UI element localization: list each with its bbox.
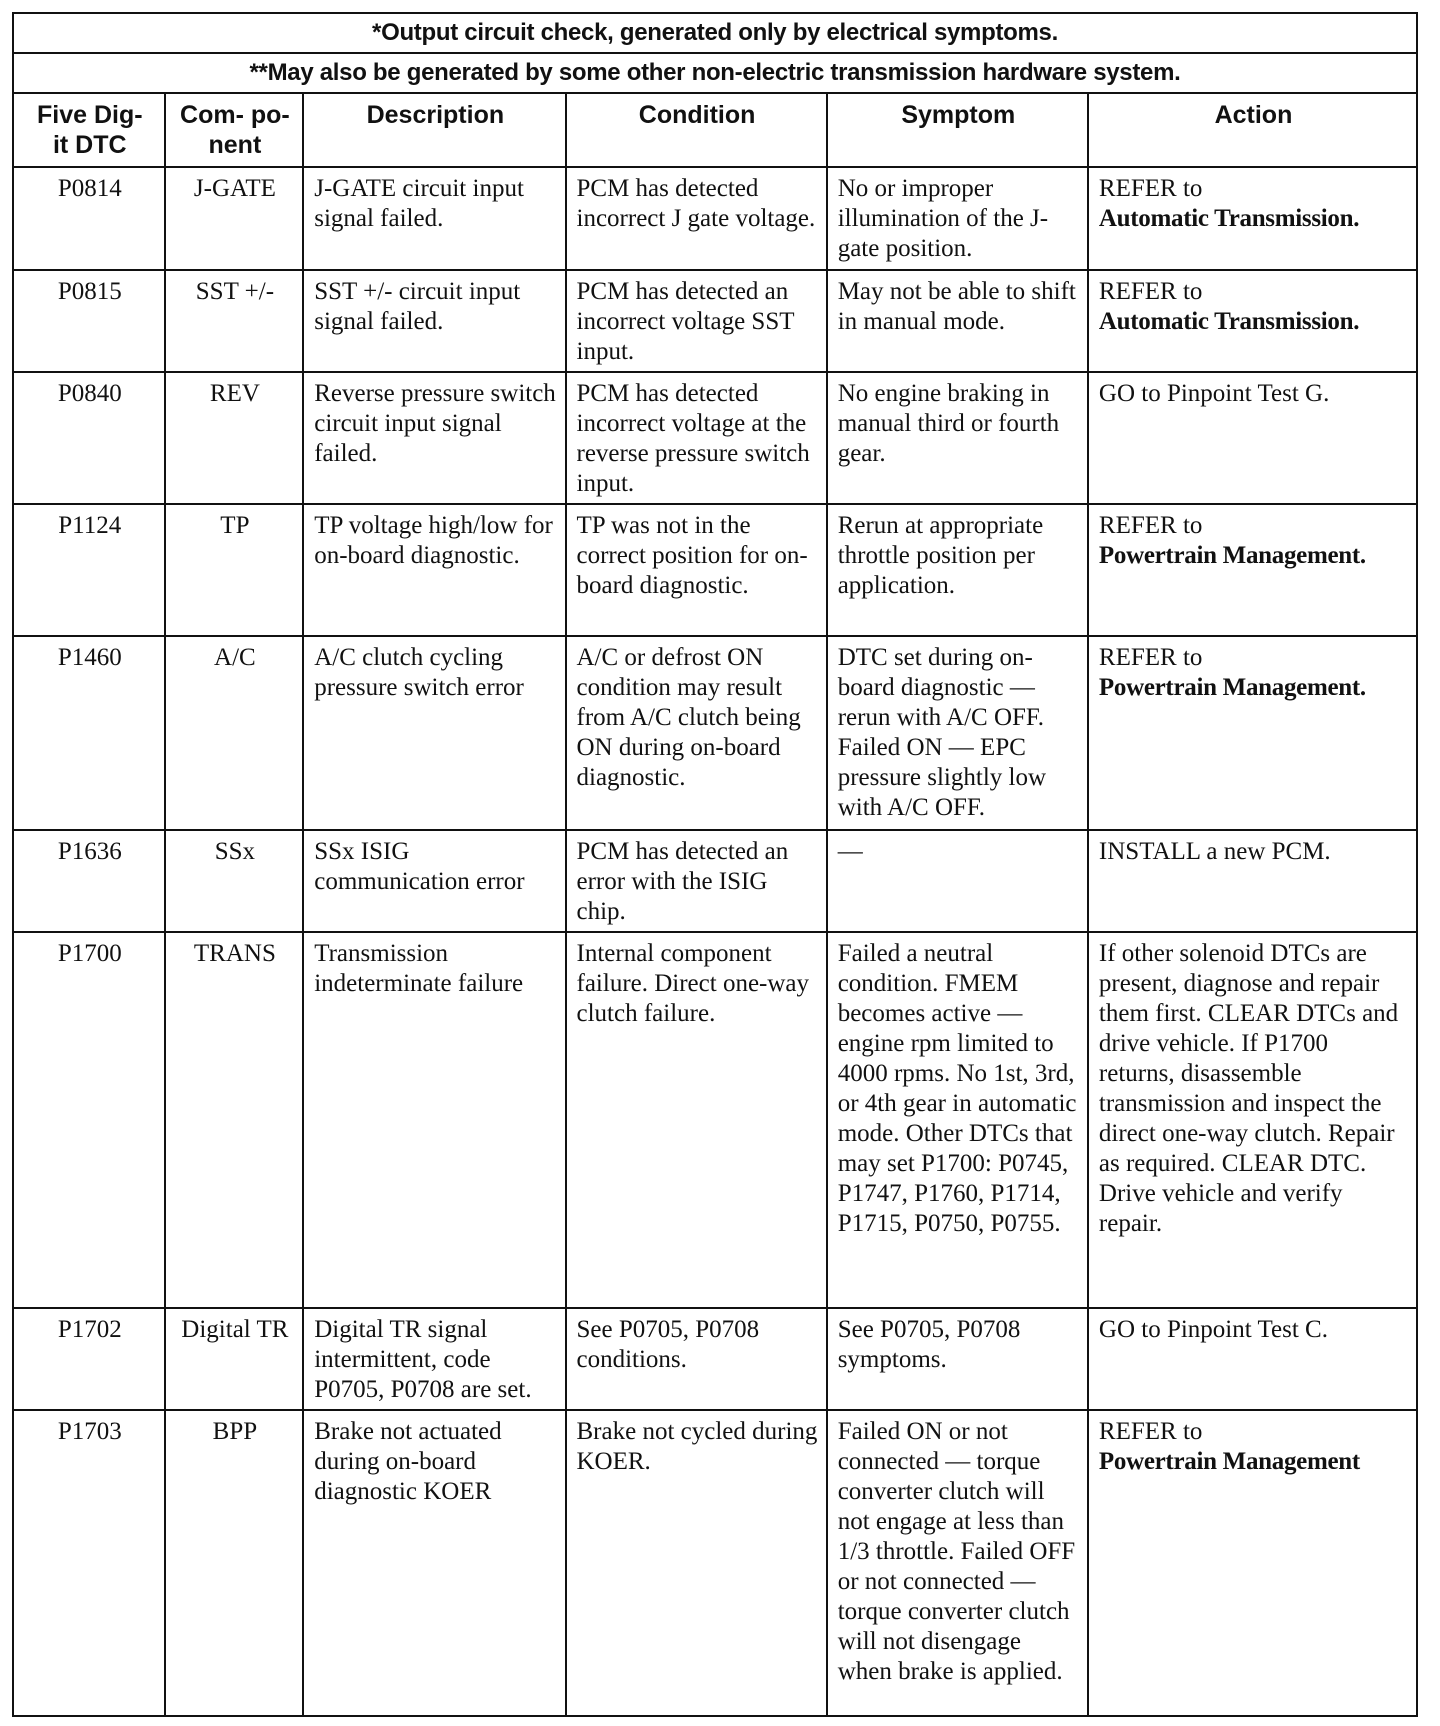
dtc-table (12, 12, 1418, 1717)
dtc-code: P1703 (13, 1410, 165, 1716)
action-prefix: REFER to (1098, 512, 1203, 539)
banner-output-circuit-note: *Output circuit check, generated only by electrical symptoms. (13, 13, 1417, 53)
symptom: Failed a neutral condition. FMEM becomes active — engine rpm limited to 4000 rpms. No 1st, 3rd, or 4th gear in automatic mode. Other DTCs that may set P1700: P0745, P1747, P1760, P1714, P1715, P0750, P0755. (827, 932, 1088, 1308)
table-row (13, 372, 1417, 504)
dtc-code: P1702 (13, 1308, 165, 1410)
symptom: — (827, 830, 1088, 932)
component: Digital TR (165, 1308, 304, 1410)
action (1088, 270, 1417, 372)
condition: See P0705, P0708 conditions. (566, 1308, 827, 1410)
component: TRANS (165, 932, 304, 1308)
dtc-code: P1700 (13, 932, 165, 1308)
condition: A/C or defrost ON condition may result from A/C clutch being ON during on-board diagnostic. (566, 636, 827, 830)
condition: PCM has detected incorrect J gate voltage. (566, 167, 827, 270)
condition: PCM has detected an incorrect voltage SST input. (566, 270, 827, 372)
description: SSx ISIG communication error (303, 830, 565, 932)
dtc-code: P1124 (13, 504, 165, 636)
condition: TP was not in the correct position for on-board diagnostic. (566, 504, 827, 636)
condition: PCM has detected an error with the ISIG chip. (566, 830, 827, 932)
component: TP (165, 504, 304, 636)
component: A/C (165, 636, 304, 830)
action: GO to Pinpoint Test C. (1088, 1308, 1417, 1410)
condition: Internal component failure. Direct one-way clutch failure. (566, 932, 827, 1308)
action-reference: Automatic Transmission. (1098, 308, 1360, 335)
component: SSx (165, 830, 304, 932)
table-row (13, 932, 1417, 1308)
action-prefix: REFER to (1098, 1418, 1203, 1445)
symptom: Rerun at appropriate throttle position per application. (827, 504, 1088, 636)
banner-non-electric-note: **May also be generated by some other non-electric transmission hardware system. (13, 53, 1417, 93)
symptom: No engine braking in manual third or fourth gear. (827, 372, 1088, 504)
action-prefix: REFER to (1098, 175, 1203, 202)
description: Transmission indeterminate failure (303, 932, 565, 1308)
symptom: May not be able to shift in manual mode. (827, 270, 1088, 372)
dtc-table-page (12, 12, 1418, 1717)
action-reference: Powertrain Management (1098, 1448, 1360, 1475)
table-row (13, 270, 1417, 372)
description: TP voltage high/low for on-board diagnostic. (303, 504, 565, 636)
action: INSTALL a new PCM. (1088, 830, 1417, 932)
header-component-line2: nent (208, 131, 262, 159)
component: J-GATE (165, 167, 304, 270)
action-prefix: REFER to (1098, 278, 1203, 305)
action (1088, 1410, 1417, 1716)
description: Brake not actuated during on-board diagnostic KOER (303, 1410, 565, 1716)
dtc-code: P1460 (13, 636, 165, 830)
action: If other solenoid DTCs are present, diagnose and repair them first. CLEAR DTCs and drive vehicle. If P1700 returns, disassemble transmission and inspect the direct one-way clutch. Repair as required. CLEAR DTC. Drive vehicle and verify repair. (1088, 932, 1417, 1308)
table-row (13, 504, 1417, 636)
symptom: DTC set during on-board diagnostic — rerun with A/C OFF. Failed ON — EPC pressure slightly low with A/C OFF. (827, 636, 1088, 830)
description: Reverse pressure switch circuit input signal failed. (303, 372, 565, 504)
symptom: Failed ON or not connected — torque converter clutch will not engage at less than 1/3 throttle. Failed OFF or not connected — torque converter clutch will not disengage when brake is applied. (827, 1410, 1088, 1716)
action (1088, 167, 1417, 270)
condition: PCM has detected incorrect voltage at the reverse pressure switch input. (566, 372, 827, 504)
description: A/C clutch cycling pressure switch error (303, 636, 565, 830)
table-row (13, 830, 1417, 932)
action (1088, 636, 1417, 830)
table-row (13, 1410, 1417, 1716)
table-row (13, 636, 1417, 830)
dtc-code: P0814 (13, 167, 165, 270)
component: REV (165, 372, 304, 504)
table-row (13, 1308, 1417, 1410)
header-symptom: Symptom (827, 93, 1088, 167)
header-row (13, 93, 1417, 167)
header-dtc-line1: Five Dig- (36, 101, 143, 129)
description: Digital TR signal intermittent, code P0705, P0708 are set. (303, 1308, 565, 1410)
table-row (13, 167, 1417, 270)
component: SST +/- (165, 270, 304, 372)
dtc-code: P0815 (13, 270, 165, 372)
action-reference: Powertrain Management. (1098, 542, 1366, 569)
dtc-code: P0840 (13, 372, 165, 504)
action-prefix: REFER to (1098, 644, 1203, 671)
header-dtc-line2: it DTC (52, 131, 127, 159)
symptom: See P0705, P0708 symptoms. (827, 1308, 1088, 1410)
action: GO to Pinpoint Test G. (1088, 372, 1417, 504)
action-reference: Automatic Transmission. (1098, 205, 1360, 232)
description: SST +/- circuit input signal failed. (303, 270, 565, 372)
header-condition: Condition (566, 93, 827, 167)
symptom: No or improper illumination of the J-gate position. (827, 167, 1088, 270)
header-dtc (13, 93, 165, 167)
header-action: Action (1088, 93, 1417, 167)
header-description: Description (303, 93, 565, 167)
header-component-line1: Com- po- (180, 101, 290, 129)
action-reference: Powertrain Management. (1098, 674, 1366, 701)
description: J-GATE circuit input signal failed. (303, 167, 565, 270)
action (1088, 504, 1417, 636)
header-component (165, 93, 304, 167)
dtc-code: P1636 (13, 830, 165, 932)
condition: Brake not cycled during KOER. (566, 1410, 827, 1716)
component: BPP (165, 1410, 304, 1716)
